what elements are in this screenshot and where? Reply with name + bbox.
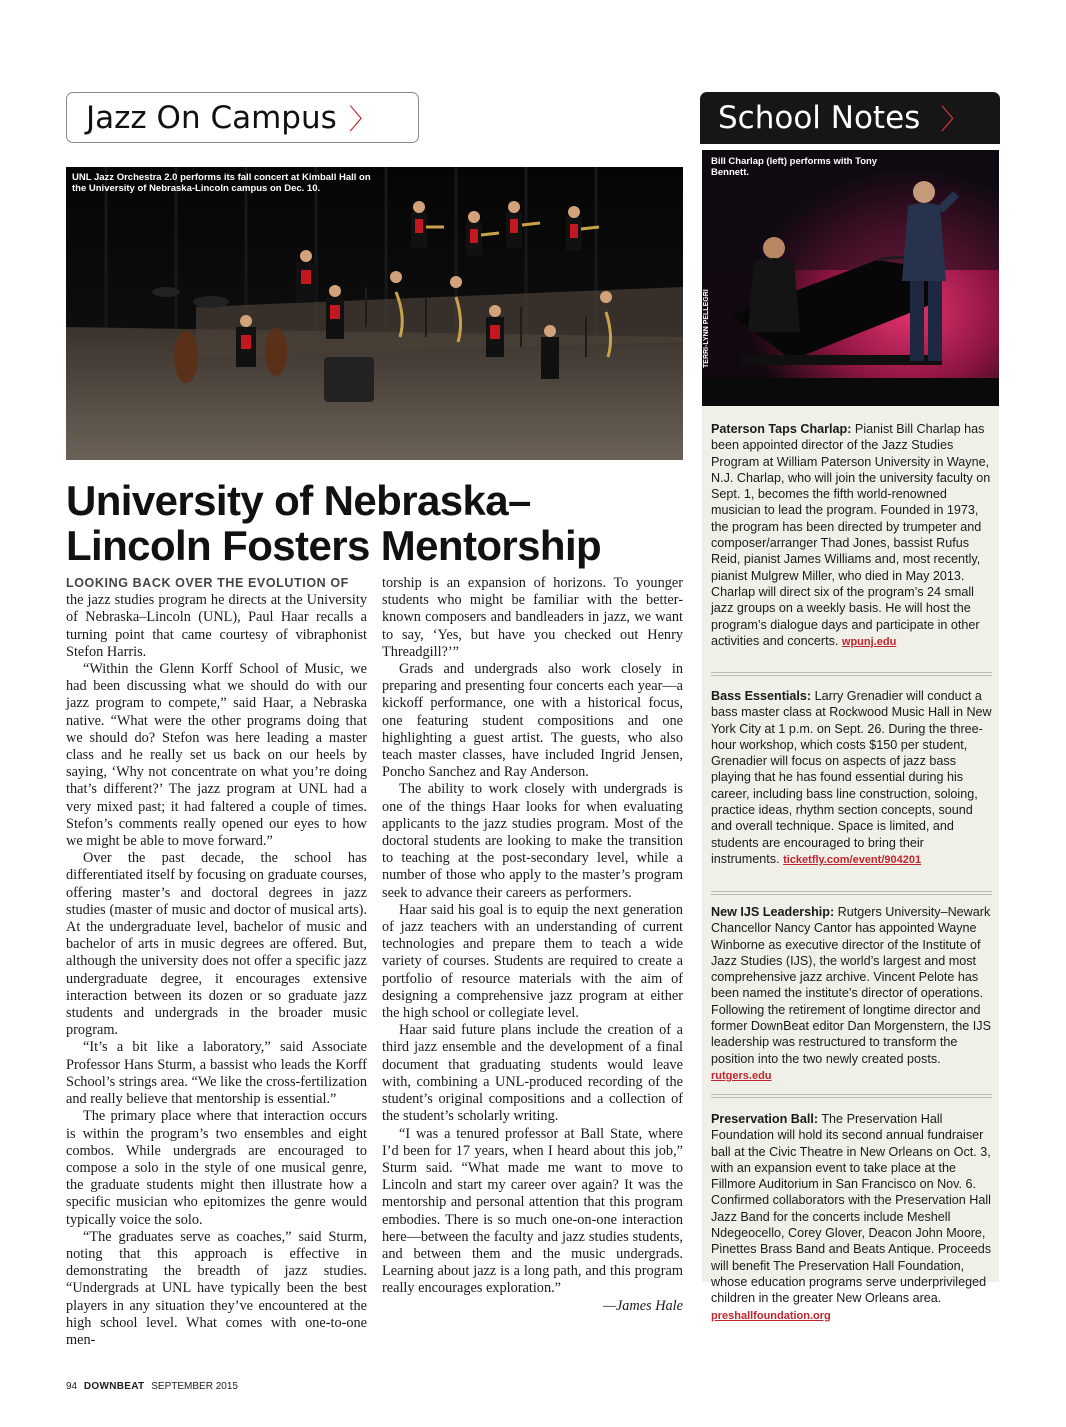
- note-lead: Paterson Taps Charlap:: [711, 422, 852, 436]
- note-link[interactable]: ticketfly.com/event/904201: [783, 853, 922, 866]
- note-item: [711, 904, 992, 1084]
- article-paragraph: “Within the Glenn Korff School of Music, we had been discussing what we should do with our jazz program to compete,” said Haar, a Nebraska native. “What were the other programs doing that we should do? Stefon was here leading a master class and he really set us back on our heels by saying, ‘Why not concentrate on what you’re doing that’s different?’ The jazz program at UNL had a very mixed past; it had faltered a couple of times. Stefon’s comments really opened our eyes to how we might be able to move forward.”: [66, 661, 367, 850]
- side-photo-credit: TERRI-LYNN PELLEGRI: [703, 289, 710, 368]
- page-number: 94: [66, 1381, 78, 1392]
- article-paragraph: The primary place where that interaction occurs is within the program’s two ensembles and eight combos. While undergrads are encouraged to compose a solo in the style of one musical genre, the graduate students might then illustrate how a specific musician who epitomizes the genre would typically voice the solo.: [66, 1108, 367, 1228]
- byline: —James Hale: [603, 1297, 683, 1314]
- divider: [711, 672, 992, 676]
- note-text: Pianist Bill Charlap has been appointed director of the Jazz Studies Program at William Paterson University in Wayne, N.J. Charlap, who will join the university faculty on Sept. 1, becomes the fifth world-renowned musician to lead the program. Founded in 1973, the program has been directed by trumpeter and composer/arranger Thad Jones, bassist Rufus Reid, pianist James Williams and, most recently, pianist Mulgrew Miller, who died in May 2013. Charlap will direct six of the program’s 24 small jazz groups on a weekly basis. He will host the program’s dialogue days and participate in other activities and concerts.: [711, 422, 991, 648]
- note-lead: Bass Essentials:: [711, 689, 812, 703]
- note-link[interactable]: preshallfoundation.org: [711, 1309, 831, 1322]
- lead-in: LOOKING BACK OVER THE EVOLUTION OF: [66, 576, 349, 590]
- orchestra-illustration: [66, 167, 683, 460]
- chevron-right-icon: 〉: [348, 102, 377, 136]
- article-paragraph: Haar said his goal is to equip the next generation of jazz teachers with an understanding of current technologies and prepare them to teach a wide variety of courses. Students are required to create a portfolio of resource materials with the aim of designing a comprehensive jazz program at either the high school or collegiate level.: [382, 901, 683, 1022]
- article-paragraph: Grads and undergrads also work closely in preparing and presenting four concerts each year—a kickoff performance, one with a historical focus, one featuring student compositions and one highlighting a guest artist. The guests, who also teach master classes, have included Ingrid Jensen, Poncho Sanchez and Ray Anderson.: [382, 661, 683, 781]
- article-paragraph: Over the past decade, the school has differentiated itself by focusing on graduate courses, offering master’s and doctoral degrees in jazz studies (master of music and doctor of musical arts). At the undergraduate level, bachelor of music and bachelor of arts in music degrees are offered. But, although the university does not offer a specific jazz undergraduate degree, it encourages extensive interaction between its dozen or so graduate jazz students and undergrads in the broader music program.: [66, 850, 367, 1039]
- magazine-name: DOWNBEAT: [83, 1381, 145, 1392]
- article-paragraph: “The graduates serve as coaches,” said Sturm, noting that this approach is effective in demonstrating the breadth of jazz studies. “Undergrads at UNL have typically been the best players in any situation they’ve encountered at the high school level. What comes with one-to-one men-: [66, 1228, 367, 1348]
- article-paragraph: “It’s a bit like a laboratory,” said Associate Professor Hans Sturm, a bassist who leads the Korff School’s strings area. “We like the cross-fertilization and really believe that mentorship is essential.”: [66, 1039, 367, 1108]
- note-text: The Preservation Hall Foundation will hold its second annual fundraiser ball at the Civic Theatre in New Orleans on Oct. 3, with an expansion event to take place at the Fillmore Auditorium in San Francisco on Nov. 6. Confirmed collaborators with the Preservation Hall Jazz Band for the concerts include Meshell Ndegeocello, Corey Glover, Deacon John Moore, Pinettes Brass Band and Beats Antique. Proceeds will benefit The Preservation Hall Foundation, whose education programs serve underprivileged children in the greater New Orleans area.: [711, 1112, 992, 1306]
- note-item: [711, 421, 992, 650]
- school-notes-sidebar: [702, 406, 999, 1322]
- school-notes-header: [700, 92, 1000, 144]
- article-paragraph: Haar said future plans include the creation of a third jazz ensemble and the development of a final document that graduating students would leave with, combining a UNL-produced recording of the student’s original compositions and a collection of the student’s scholarly writing.: [382, 1022, 683, 1125]
- note-link[interactable]: wpunj.edu: [841, 635, 897, 648]
- note-lead: New IJS Leadership:: [711, 905, 835, 919]
- divider: [711, 891, 992, 895]
- note-text: Larry Grenadier will conduct a bass master class at Rockwood Music Hall in New York City at 1 p.m. on Sept. 26. During the three-hour workshop, which costs $150 per student, Grenadier will focus on aspects of jazz bass playing that he has found essential during his career, including bass line construction, soloing, practice ideas, rhythm section concepts, sound and overall technique. Space is limited, and students are encouraged to bring their instruments.: [711, 689, 992, 866]
- article-headline: University of Nebraska– Lincoln Fosters Mentorship: [66, 477, 602, 569]
- school-notes-title: School Notes: [718, 100, 921, 136]
- divider: [711, 1094, 992, 1098]
- article-paragraph: The ability to work closely with undergrads is one of the things Haar looks for when evaluating applicants to the jazz studies program. Most of the doctoral students are looking to make the transition to teaching at the post-secondary level, while a number of those who apply to the master’s program seek to advance their careers as performers.: [382, 781, 683, 901]
- chevron-right-icon: 〉: [940, 103, 969, 136]
- note-item: [711, 1111, 992, 1324]
- article-paragraph: torship is an expansion of horizons. To younger students who might be familiar with the better-known composers and bandleaders in jazz, we want to say, ‘Yes, but have you checked out Henry Threadgill?’”: [382, 575, 683, 660]
- page-folio: [66, 1381, 238, 1392]
- article-paragraph: [66, 575, 367, 661]
- side-photo-caption: Bill Charlap (left) performs with Tony Bennett.: [711, 156, 878, 178]
- stage-illustration: [702, 150, 999, 406]
- note-lead: Preservation Ball:: [711, 1112, 819, 1126]
- jazz-orchestra-photo: [66, 167, 683, 460]
- note-link[interactable]: rutgers.edu: [711, 1069, 772, 1082]
- charlap-bennett-photo: [702, 150, 999, 406]
- note-text: Rutgers University–Newark Chancellor Nancy Cantor has appointed Wayne Winborne as executive director of the Institute of Jazz Studies (IJS), the world’s largest and most comprehensive jazz archive. Vincent Pelote has been named the institute’s director of operations. Following the retirement of longtime director and former DownBeat editor Dan Morgenstern, the IJS leadership was restructured to transform the position into the two newly created posts.: [711, 905, 991, 1066]
- note-item: [711, 688, 992, 868]
- article-column-2: [382, 575, 683, 1315]
- section-tab: [66, 92, 419, 143]
- issue-date: SEPTEMBER 2015: [151, 1381, 238, 1392]
- article-column-1: [66, 575, 367, 1349]
- photo-caption: UNL Jazz Orchestra 2.0 performs its fall concert at Kimball Hall on the University of Nebraska-Lincoln campus on Dec. 10.: [72, 172, 371, 194]
- paragraph-text: the jazz studies program he directs at the University of Nebraska–Lincoln (UNL), Paul Haar recalls a turning point that came courtesy of vibraphonist Stefon Harris.: [66, 592, 367, 660]
- article-paragraph: “I was a tenured professor at Ball State, where I’d been for 17 years, when I heard about this job,” Sturm said. “What made me want to move to Lincoln and start my career over again? It was the mentorship and personal attention that this program embodies. There is so much one-on-one interaction here—between the faculty and jazz studies students, and between them and the music undergrads. Learning about jazz is a long path, and this program really encourages exploration.”: [382, 1125, 683, 1297]
- section-title: Jazz On Campus: [86, 99, 337, 136]
